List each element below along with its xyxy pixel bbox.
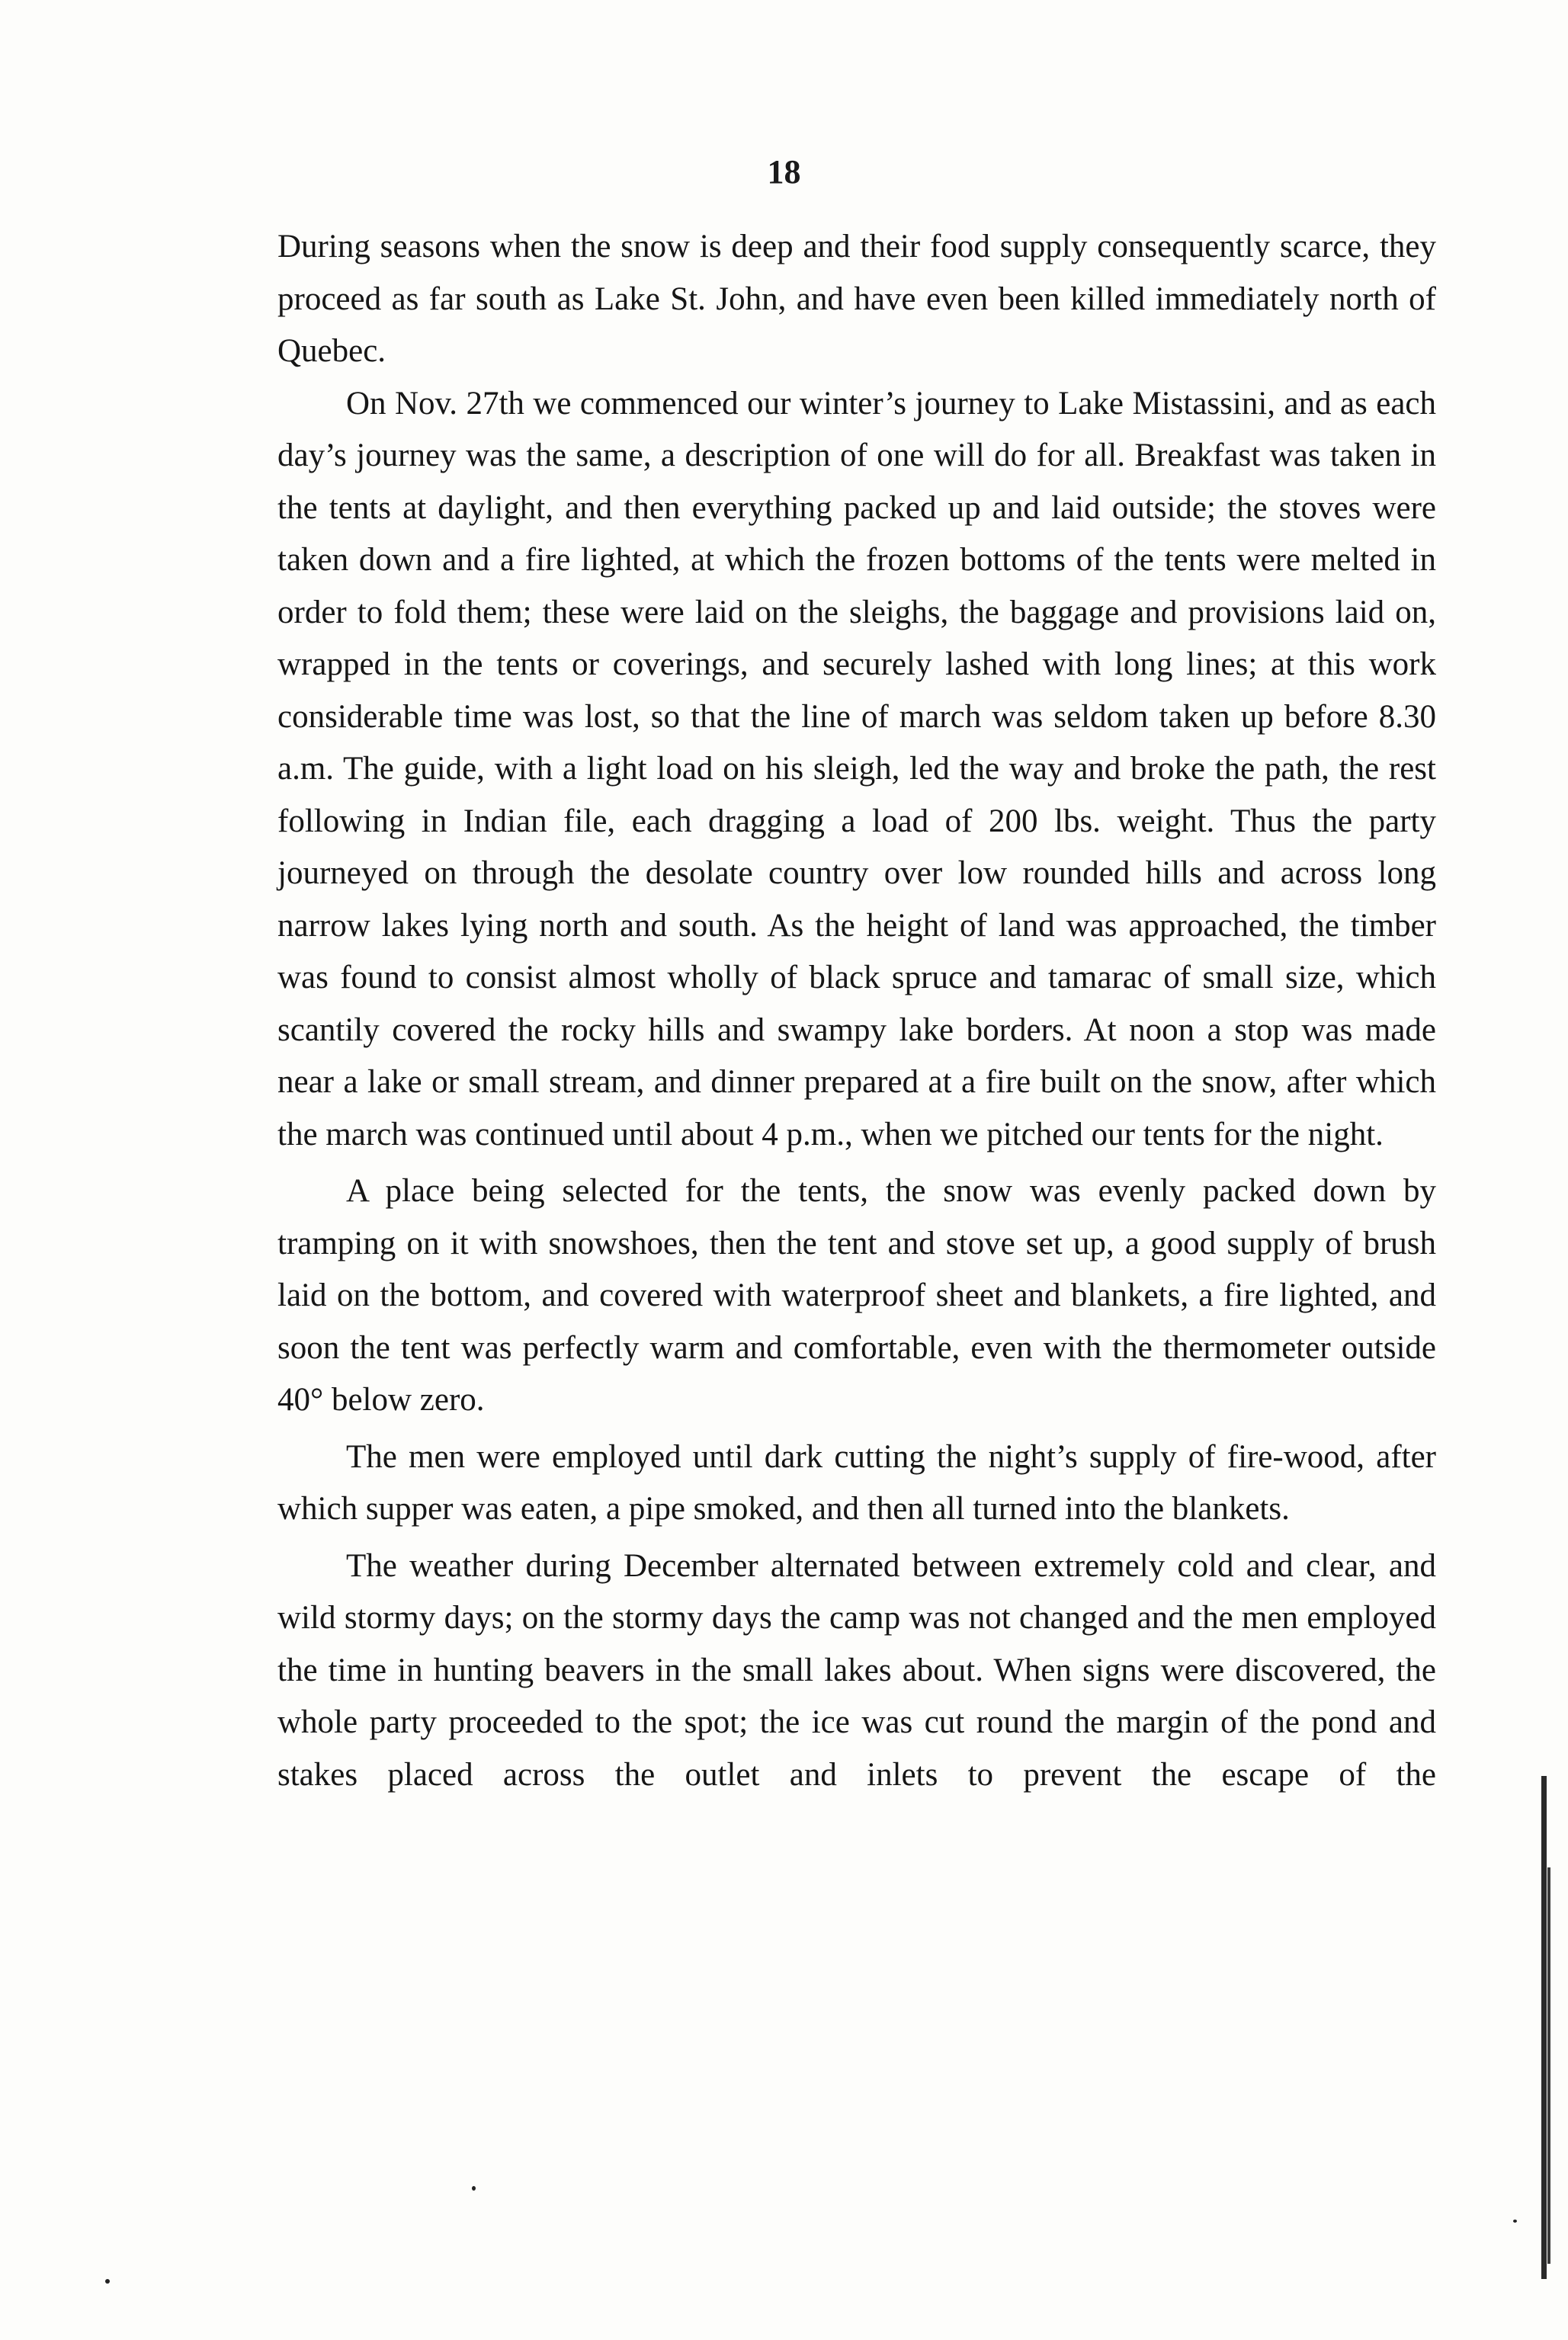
body-text [277, 221, 1436, 1801]
scan-edge-mark [1541, 1776, 1547, 2279]
scan-speck [105, 2279, 110, 2284]
paragraph-4: The men were employed until dark cutting the night’s supply of fire-wood, after which supper was eaten, a pipe smoked, and then all turned into the blankets. [277, 1438, 1436, 1527]
page-number: 18 [767, 153, 801, 191]
scan-edge-mark-thin [1547, 1867, 1550, 2264]
paragraph-3: A place being selected for the tents, the snow was evenly packed down by tramping on it with snowshoes, then the tent and stove set up, a good supply of brush laid on the bottom, and covered with waterproof sheet and blankets, a fire lighted, and soon the tent was perfectly warm and comfortable, even with the thermometer outside 40° below zero. [277, 1173, 1436, 1418]
paragraph-1: During seasons when the snow is deep and their food supply consequently scarce, they proceed as far south as Lake St. John, and have even been killed immediately north of Quebec. [277, 229, 1436, 369]
scan-speck [1513, 2220, 1517, 2223]
paragraph-5: The weather during December alternated between extremely cold and clear, and wild stormy days; on the stormy days the camp was not changed and the men employed the time in hunting beavers in the small lakes about. When signs were discovered, the whole party proceeded to the spot; the ice was cut round the margin of the pond and stakes placed across the outlet and inlets to prevent the escape of the [277, 1547, 1436, 1793]
paragraph-2: On Nov. 27th we commenced our winter’s journey to Lake Mistassini, and as each day’s journey was the same, a description of one will do for all. Breakfast was taken in the tents at daylight, and then everything packed up and laid outside; the stoves were taken down and a fire lighted, at which the frozen bottoms of the tents were melted in order to fold them; these were laid on the sleighs, the baggage and provisions laid on, wrapped in the tents or coverings, and securely lashed with long lines; at this work considerable time was lost, so that the line of march was seldom taken up before 8.30 a.m. The guide, with a light load on his sleigh, led the way and broke the path, the rest following in Indian file, each dragging a load of 200 lbs. weight. Thus the party journeyed on through the desolate country over low rounded hills and across long narrow lakes lying north and south. As the height of land was approached, the timber was found to consist almost wholly of black spruce and tamarac of small size, which scantily covered the rocky hills and swampy lake borders. At noon a stop was made near a lake or small stream, and dinner prepared at a fire built on the snow, after which the march was continued until about 4 p.m., when we pitched our tents for the night. [277, 385, 1436, 1152]
scan-speck [472, 2186, 476, 2191]
